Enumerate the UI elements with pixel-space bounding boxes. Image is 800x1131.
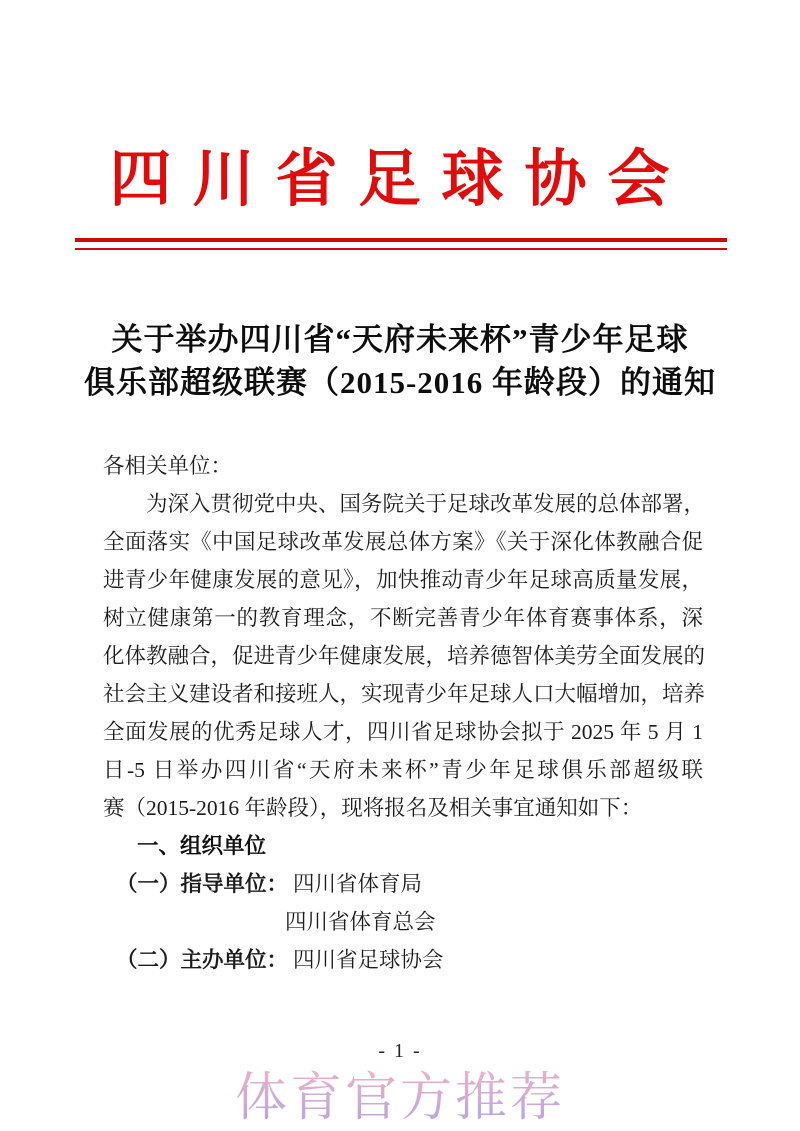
paragraph-line: 赛（2015-2016 年龄段），现将报名及相关事宜通知如下： xyxy=(103,796,643,820)
section-heading-organizing-units: 一、组织单位 xyxy=(137,834,267,858)
paragraph-line: 日-5 日举办四川省“天府未来杯”青少年足球俱乐部超级联 xyxy=(103,758,703,782)
paragraph-line: 全面发展的优秀足球人才，四川省足球协会拟于 2025 年 5 月 1 xyxy=(103,720,703,744)
org-item-value: 四川省体育总会 xyxy=(285,910,436,934)
letterhead-title: 四川省足球协会 xyxy=(109,146,691,214)
paragraph-line: 社会主义建设者和接班人，实现青少年足球人口大幅增加，培养 xyxy=(103,682,706,706)
org-item-value: 四川省足球协会 xyxy=(293,948,444,972)
paragraph-line: 树立健康第一的教育理念，不断完善青少年体育赛事体系，深 xyxy=(103,606,703,630)
letterhead-rule-thick xyxy=(75,238,727,242)
org-item-label: （一）指导单位： xyxy=(116,872,289,896)
page-number: - 1 - xyxy=(378,1040,422,1062)
paragraph-line: 进青少年健康发展的意见》，加快推动青少年足球高质量发展， xyxy=(103,568,703,592)
org-item-host-unit xyxy=(116,941,703,979)
org-item-label: （二）主办单位： xyxy=(116,948,289,972)
letterhead-rule-thin xyxy=(75,248,727,250)
salutation: 各相关单位： xyxy=(103,454,233,478)
watermark-text: 体育官方推荐 xyxy=(0,1055,800,1130)
document-body xyxy=(103,447,706,979)
document-title xyxy=(0,318,800,404)
paragraph-line: 全面落实《中国足球改革发展总体方案》《关于深化体教融合促 xyxy=(103,530,703,554)
org-item-value: 四川省体育局 xyxy=(293,872,423,896)
document-title-line-1: 关于举办四川省“天府未来杯”青少年足球 xyxy=(111,322,689,357)
org-item-guiding-unit-continued xyxy=(103,903,703,941)
org-item-guiding-unit xyxy=(116,865,703,903)
paragraph-line: 为深入贯彻党中央、国务院关于足球改革发展的总体部署， xyxy=(146,492,706,516)
paragraph-line: 化体教融合，促进青少年健康发展，培养德智体美劳全面发展的 xyxy=(103,644,706,668)
document-title-line-2: 俱乐部超级联赛（2015-2016 年龄段）的通知 xyxy=(83,365,717,400)
